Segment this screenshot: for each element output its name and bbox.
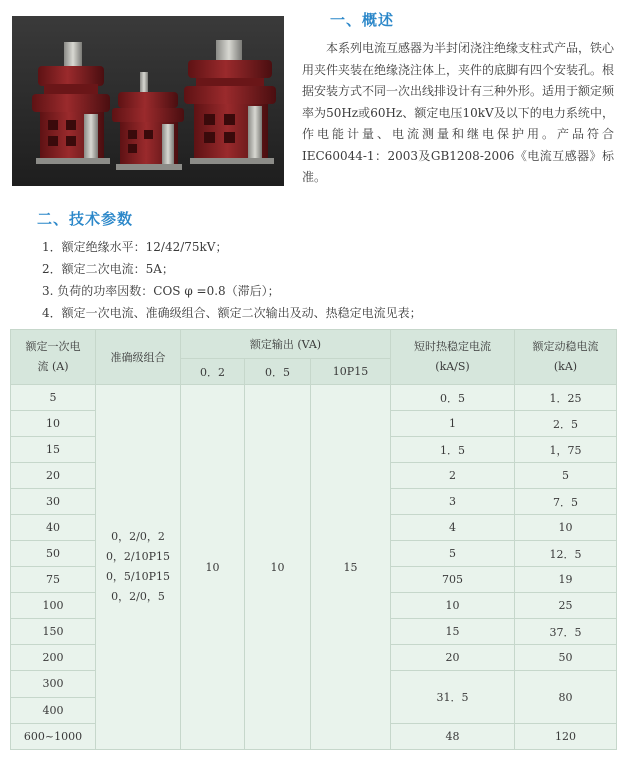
thermal-cell: 48	[391, 724, 515, 750]
header-output-10p15: 10P15	[311, 359, 391, 385]
spec-table	[10, 329, 617, 750]
dynamic-cell: 50	[515, 645, 617, 671]
header-output-0-2: 0．2	[181, 359, 245, 385]
header-output-0-5: 0．5	[245, 359, 311, 385]
thermal-cell: 705	[391, 567, 515, 593]
primary-current-cell: 75	[11, 567, 96, 593]
primary-current-cell: 40	[11, 515, 96, 541]
thermal-cell: 15	[391, 619, 515, 645]
param-item: 1．额定绝缘水平：12/42/75kV；	[42, 240, 228, 254]
dynamic-cell: 10	[515, 515, 617, 541]
thermal-cell: 5	[391, 541, 515, 567]
output-10p15-cell: 15	[311, 385, 391, 750]
header-accuracy: 准确级组合	[96, 330, 181, 385]
primary-current-cell: 400	[11, 697, 96, 724]
output-0-5-cell: 10	[245, 385, 311, 750]
primary-current-cell: 5	[11, 385, 96, 411]
thermal-cell: 1	[391, 411, 515, 437]
param-item: 4．额定一次电流、准确级组合、额定二次输出及动、热稳定电流见表；	[42, 306, 422, 320]
overview-text: 本系列电流互感器为半封闭浇注绝缘支柱式产品，铁心用夹件夹装在绝缘浇注体上，夹件的底脚有四个安装孔。根据安装方式不同一次出线排设计有三种外形。适用于额定频率为50Hz或60Hz、额定电压10kV及以下的电力系统中，作电能计量、电流测量和继电保护用。产品符合IEC60044-1：2003及GB1208-2006《电流互感器》标准。	[302, 41, 615, 184]
tech-params-list	[42, 236, 422, 324]
primary-current-cell: 100	[11, 593, 96, 619]
dynamic-cell: 80	[515, 671, 617, 724]
thermal-cell: 1．5	[391, 437, 515, 463]
header-thermal: 短时热稳定电流 (kA/S)	[391, 330, 515, 385]
primary-current-cell: 20	[11, 463, 96, 489]
primary-current-cell: 150	[11, 619, 96, 645]
dynamic-cell: 25	[515, 593, 617, 619]
dynamic-cell: 19	[515, 567, 617, 593]
dynamic-cell: 7．5	[515, 489, 617, 515]
dynamic-cell: 37．5	[515, 619, 617, 645]
primary-current-cell: 10	[11, 411, 96, 437]
header-dynamic: 额定动稳电流 (kA)	[515, 330, 617, 385]
thermal-cell: 4	[391, 515, 515, 541]
header-primary-current: 额定一次电 流 (A)	[11, 330, 96, 385]
dynamic-cell: 1．25	[515, 385, 617, 411]
output-0-2-cell: 10	[181, 385, 245, 750]
primary-current-cell: 50	[11, 541, 96, 567]
primary-current-cell: 15	[11, 437, 96, 463]
primary-current-cell: 30	[11, 489, 96, 515]
thermal-cell: 20	[391, 645, 515, 671]
param-item: 3. 负荷的功率因数：COS φ =0.8（滞后）；	[42, 284, 280, 298]
product-photo	[12, 16, 284, 186]
table-row	[11, 385, 617, 411]
dynamic-cell: 12．5	[515, 541, 617, 567]
overview-title: 一、概述	[330, 11, 395, 29]
dynamic-cell: 5	[515, 463, 617, 489]
dynamic-cell: 1，75	[515, 437, 617, 463]
param-item: 2．额定二次电流：5A；	[42, 262, 174, 276]
accuracy-cell: 0，2/0，2 0，2/10P15 0，5/10P15 0，2/0，5	[96, 385, 181, 750]
thermal-cell: 10	[391, 593, 515, 619]
thermal-cell: 0．5	[391, 385, 515, 411]
thermal-cell: 31．5	[391, 671, 515, 724]
header-output: 额定输出 (VA)	[181, 330, 391, 359]
primary-current-cell: 200	[11, 645, 96, 671]
thermal-cell: 3	[391, 489, 515, 515]
tech-params-title: 二、技术参数	[37, 210, 134, 228]
thermal-cell: 2	[391, 463, 515, 489]
dynamic-cell: 120	[515, 724, 617, 750]
primary-current-cell: 600~1000	[11, 724, 96, 750]
dynamic-cell: 2．5	[515, 411, 617, 437]
primary-current-cell: 300	[11, 671, 96, 698]
